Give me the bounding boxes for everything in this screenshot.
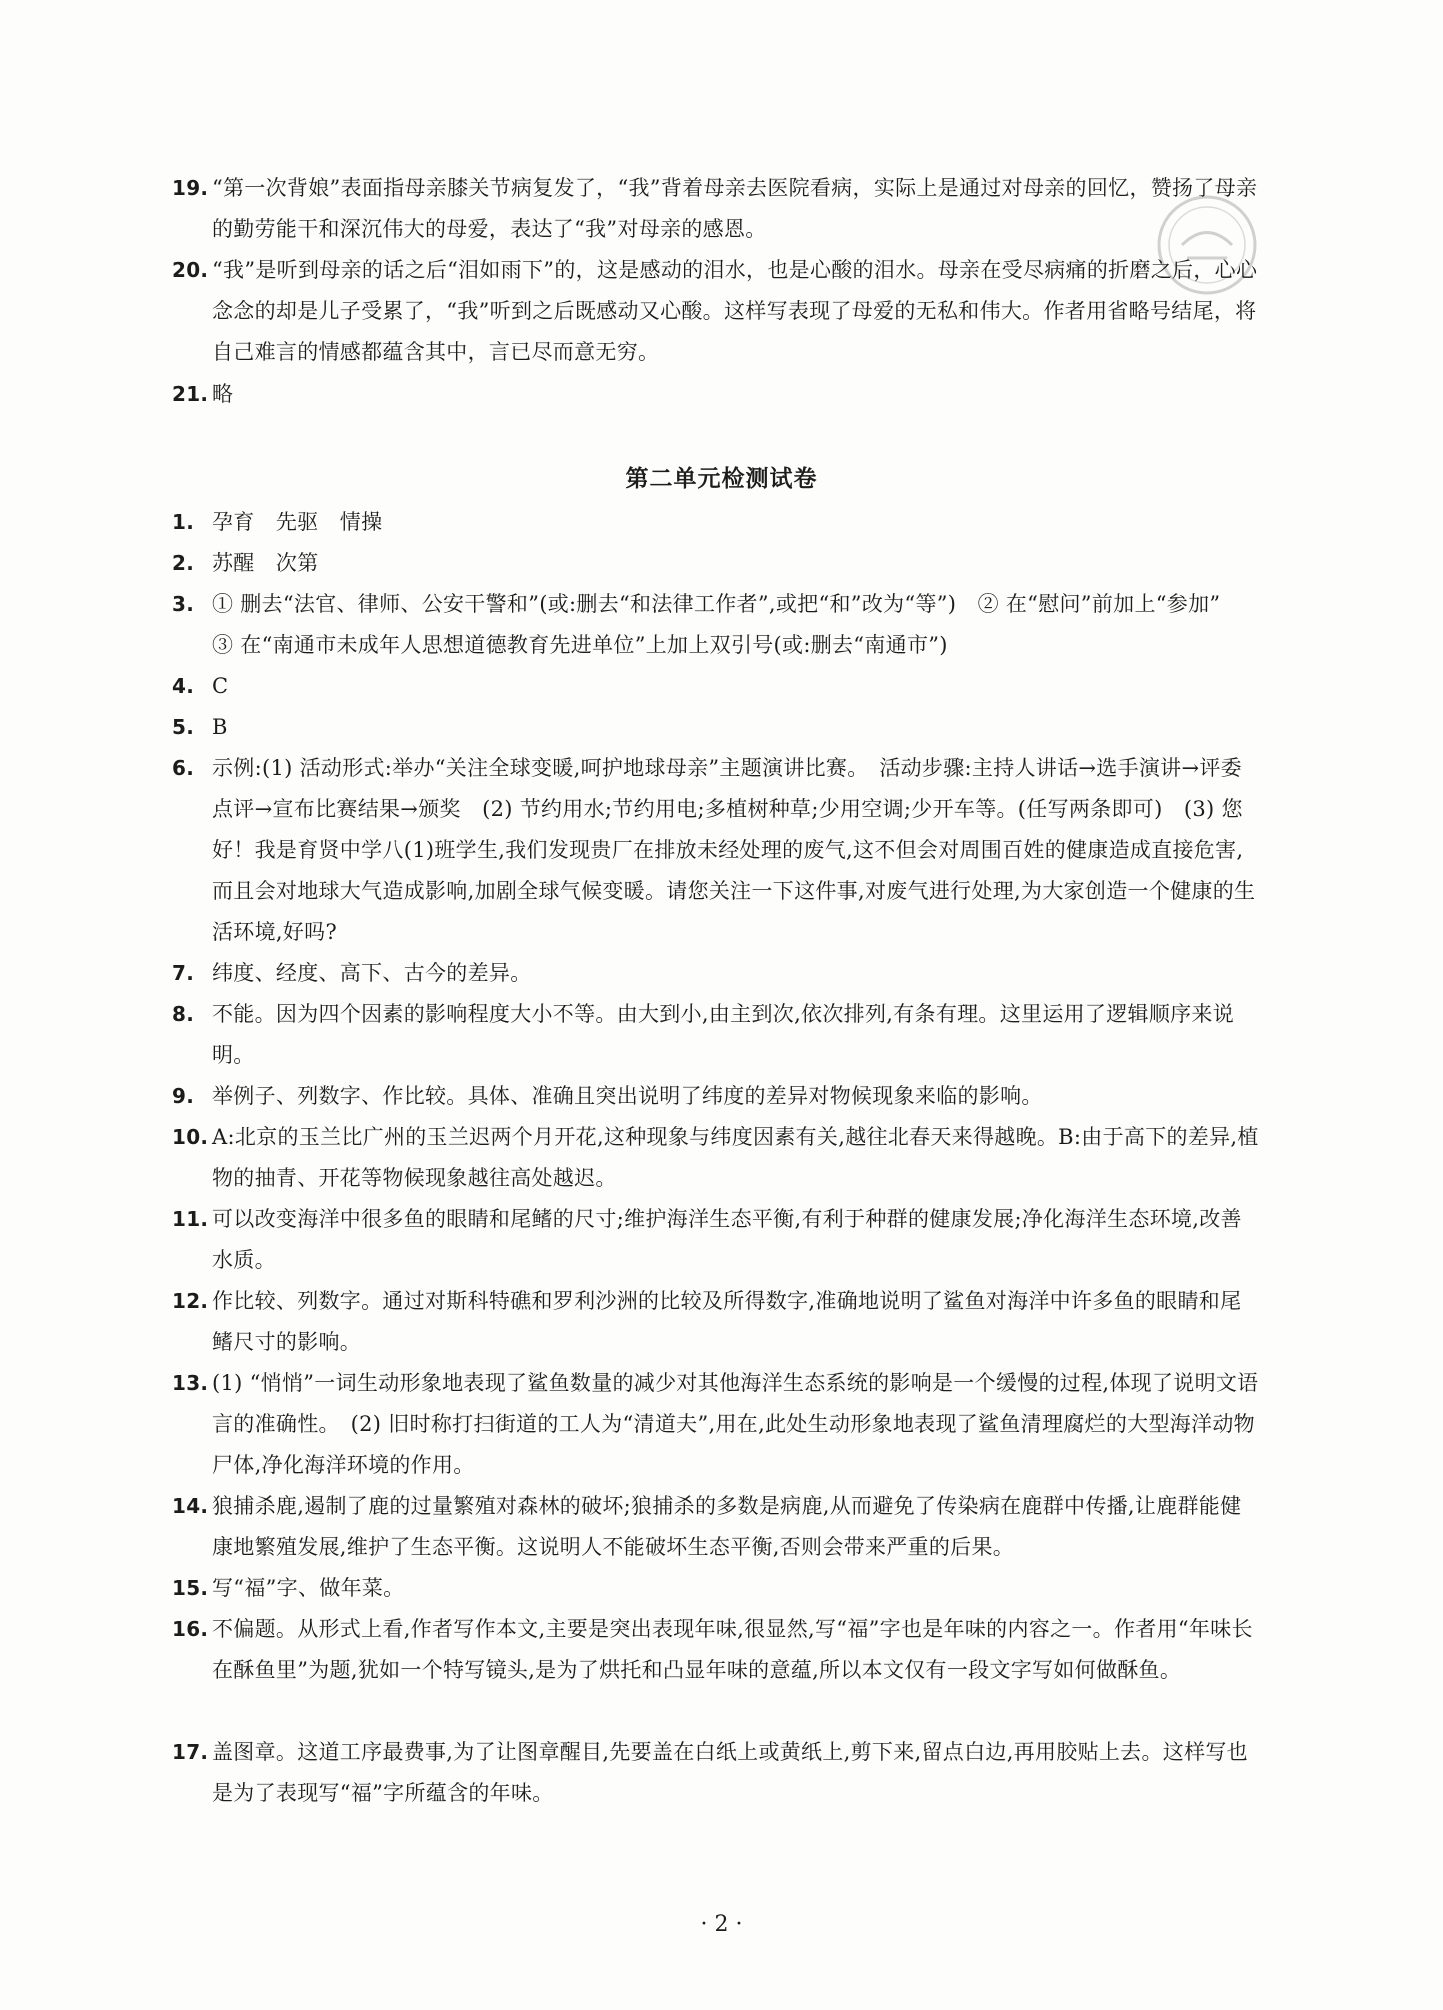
answer-number: 21. xyxy=(172,382,209,406)
answer-number: 12. xyxy=(172,1289,209,1313)
answer-number: 15. xyxy=(172,1576,209,1600)
answer-text: 作比较、列数字。通过对斯科特礁和罗利沙洲的比较及所得数字,准确地说明了鲨鱼对海洋中许多鱼的眼睛和尾鳍尺寸的影响。 xyxy=(212,1289,1242,1354)
answer-item-21 xyxy=(172,374,1262,415)
answer-item-14 xyxy=(172,1486,1262,1568)
answer-number: 19. xyxy=(172,176,209,200)
answer-item-10 xyxy=(172,1117,1262,1199)
answer-number: 11. xyxy=(172,1207,209,1231)
answer-item-20 xyxy=(172,250,1262,373)
answer-number: 16. xyxy=(172,1617,209,1641)
answer-number: 14. xyxy=(172,1494,209,1518)
answer-item-16 xyxy=(172,1609,1262,1691)
answer-item-9 xyxy=(172,1076,1262,1117)
answer-text: 写“福”字、做年菜。 xyxy=(212,1576,405,1600)
answer-text: 不偏题。从形式上看,作者写作本文,主要是突出表现年味,很显然,写“福”字也是年味的内容之一。作者用“年味长在酥鱼里”为题,犹如一个特写镜头,是为了烘托和凸显年味的意蕴,所以本文仅有一段文字写如何做酥鱼。 xyxy=(212,1617,1253,1682)
answer-text: 示例:(1) 活动形式:举办“关注全球变暖,呵护地球母亲”主题演讲比赛。 活动步骤:主持人讲话→选手演讲→评委点评→宣布比赛结果→颁奖 (2) 节约用水;节约用电;多植树种草;少用空调;少开车等。(任写两条即可) (3) 您好！我是育贤中学八(1)班学生,我们发现贵厂在排放未经处理的废气,这不但会对周围百姓的健康造成直接危害,而且会对地球大气造成影响,加剧全球气候变暖。请您关注一下这件事,对废气进行处理,为大家创造一个健康的生活环境,好吗? xyxy=(212,756,1256,944)
answer-number: 4. xyxy=(172,674,195,698)
answer-text: C xyxy=(212,674,229,698)
section-title: 第二单元检测试卷 xyxy=(625,466,818,492)
answer-number: 3. xyxy=(172,592,195,616)
answer-item-2 xyxy=(172,543,1262,584)
answer-text: 举例子、列数字、作比较。具体、准确且突出说明了纬度的差异对物候现象来临的影响。 xyxy=(212,1084,1043,1108)
answer-text: 不能。因为四个因素的影响程度大小不等。由大到小,由主到次,依次排列,有条有理。这里运用了逻辑顺序来说明。 xyxy=(212,1002,1235,1067)
answer-text: 盖图章。这道工序最费事,为了让图章醒目,先要盖在白纸上或黄纸上,剪下来,留点白边,再用胶贴上去。这样写也是为了表现写“福”字所蕴含的年味。 xyxy=(212,1740,1248,1805)
answer-text: 略 xyxy=(212,382,234,406)
answer-number: 1. xyxy=(172,510,195,534)
answer-text: A:北京的玉兰比广州的玉兰迟两个月开花,这种现象与纬度因素有关,越往北春天来得越晚。B:由于高下的差异,植物的抽青、开花等物候现象越往高处越迟。 xyxy=(212,1125,1259,1190)
answer-number: 7. xyxy=(172,961,195,985)
answer-item-3 xyxy=(172,584,1262,666)
answer-number: 20. xyxy=(172,258,209,282)
answer-item-5 xyxy=(172,707,1262,748)
answer-item-6 xyxy=(172,748,1262,953)
answer-text: (1) “悄悄”一词生动形象地表现了鲨鱼数量的减少对其他海洋生态系统的影响是一个缓慢的过程,体现了说明文语言的准确性。 (2) 旧时称打扫街道的工人为“清道夫”,用在,此处生动形象地表现了鲨鱼清理腐烂的大型海洋动物尸体,净化海洋环境的作用。 xyxy=(212,1371,1259,1477)
answer-text: 狼捕杀鹿,遏制了鹿的过量繁殖对森林的破坏;狼捕杀的多数是病鹿,从而避免了传染病在鹿群中传播,让鹿群能健康地繁殖发展,维护了生态平衡。这说明人不能破坏生态平衡,否则会带来严重的后果。 xyxy=(212,1494,1242,1559)
answer-number: 9. xyxy=(172,1084,195,1108)
answer-item-11 xyxy=(172,1199,1262,1281)
answer-item-13 xyxy=(172,1363,1262,1486)
answer-text: B xyxy=(212,715,228,739)
answer-text: 纬度、经度、高下、古今的差异。 xyxy=(212,961,532,985)
answer-number: 13. xyxy=(172,1371,209,1395)
answer-item-7 xyxy=(172,953,1262,994)
answer-number: 6. xyxy=(172,756,195,780)
answer-text: “第一次背娘”表面指母亲膝关节病复发了，“我”背着母亲去医院看病，实际上是通过对母亲的回忆，赞扬了母亲的勤劳能干和深沉伟大的母爱，表达了“我”对母亲的感恩。 xyxy=(212,176,1258,241)
answer-text: 可以改变海洋中很多鱼的眼睛和尾鳍的尺寸;维护海洋生态平衡,有利于种群的健康发展;净化海洋生态环境,改善水质。 xyxy=(212,1207,1242,1272)
answer-number: 2. xyxy=(172,551,195,575)
answer-text: 孕育 先驱 情操 xyxy=(212,510,383,534)
answer-text: 苏醒 次第 xyxy=(212,551,319,575)
answer-text: “我”是听到母亲的话之后“泪如雨下”的，这是感动的泪水，也是心酸的泪水。母亲在受尽病痛的折磨之后，心心念念的却是儿子受累了，“我”听到之后既感动又心酸。这样写表现了母爱的无私和伟大。作者用省略号结尾，将自己难言的情感都蕴含其中，言已尽而意无穷。 xyxy=(212,258,1258,364)
answer-number: 8. xyxy=(172,1002,195,1026)
answer-item-12 xyxy=(172,1281,1262,1363)
answer-item-8 xyxy=(172,994,1262,1076)
answer-item-1 xyxy=(172,502,1262,543)
page-number: · 2 · xyxy=(700,1912,743,1937)
answer-number: 5. xyxy=(172,715,195,739)
answer-item-15 xyxy=(172,1568,1262,1609)
answer-number: 10. xyxy=(172,1125,209,1149)
answer-item-19 xyxy=(172,168,1262,250)
answer-text: ① 删去“法官、律师、公安干警和”(或:删去“和法律工作者”,或把“和”改为“等”) ② 在“慰问”前加上“参加” ③ 在“南通市未成年人思想道德教育先进单位”上加上双引号(或:删去“南通市”) xyxy=(212,592,1242,657)
answer-number: 17. xyxy=(172,1740,209,1764)
answer-item-4 xyxy=(172,666,1262,707)
answer-item-17 xyxy=(172,1732,1262,1814)
